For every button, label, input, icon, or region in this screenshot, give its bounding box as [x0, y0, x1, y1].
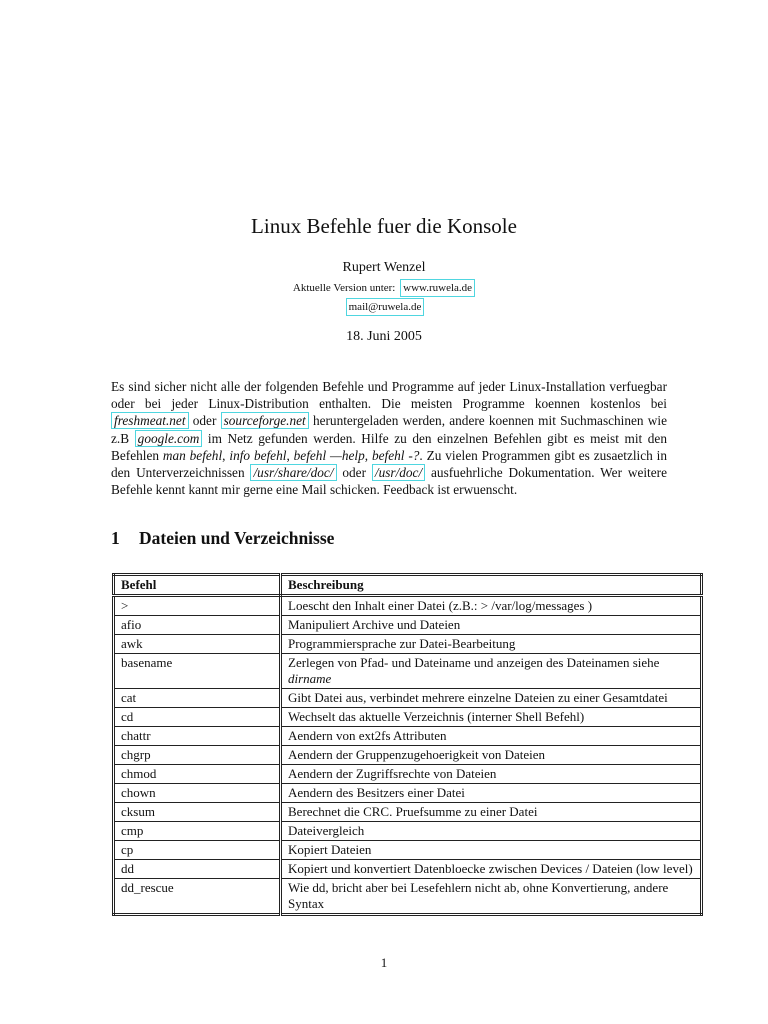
description-cell	[281, 860, 702, 879]
table-row	[114, 689, 702, 708]
abstract-text: Es sind sicher nicht alle der folgenden Befehle und Programme auf jeder Linux-Installation verfuegbar oder bei jeder Linux-Distribution enthalten. Die meisten Programme koennen kostenlos bei	[111, 379, 667, 412]
description-cell	[281, 803, 702, 822]
command-cell: awk	[114, 635, 281, 654]
command-cell: dd_rescue	[114, 879, 281, 915]
description-reference: dirname	[288, 671, 332, 686]
table-row	[114, 596, 702, 616]
description-text: Kopiert Dateien	[288, 842, 372, 857]
command-cell: >	[114, 596, 281, 616]
abstract-text: . Zu vielen Programmen gibt es zusaetzlich in den Unterverzeichnissen	[111, 447, 668, 481]
description-text: Gibt Datei aus, verbindet mehrere einzelne Dateien zu einer Gesamtdatei	[288, 690, 668, 705]
description-cell	[281, 596, 702, 616]
description-cell	[281, 841, 702, 860]
description-cell	[281, 616, 702, 635]
document-date: 18. Juni 2005	[346, 329, 422, 344]
email-link[interactable]: mail@ruwela.de	[346, 298, 425, 316]
command-cell: dd	[114, 860, 281, 879]
table-body	[114, 596, 702, 915]
abstract-text: oder	[336, 465, 372, 481]
table-row	[114, 616, 702, 635]
commands-table	[112, 573, 703, 916]
table-row	[114, 822, 702, 841]
table-row	[114, 635, 702, 654]
table-row	[114, 784, 702, 803]
description-cell	[281, 784, 702, 803]
abstract-text: im Netz gefunden werden. Hilfe zu den einzelnen Befehlen gibt es meist mit den Befehlen	[111, 430, 667, 463]
command-cell: chgrp	[114, 746, 281, 765]
description-text: Dateivergleich	[288, 823, 365, 838]
page-number: 1	[380, 955, 388, 970]
description-text: Aendern der Zugriffsrechte von Dateien	[288, 766, 497, 781]
sourceforge-link[interactable]: sourceforge.net	[221, 412, 309, 429]
description-cell	[281, 635, 702, 654]
abstract-text: heruntergeladen werden, andere koennen mit Suchmaschinen wie z.B	[111, 413, 667, 446]
description-text: Berechnet die CRC. Pruefsumme zu einer Datei	[288, 804, 538, 819]
description-text: Kopiert und konvertiert Datenbloecke zwischen Devices / Dateien (low level)	[288, 861, 693, 876]
usr-doc-link[interactable]: /usr/doc/	[372, 464, 425, 481]
description-cell	[281, 727, 702, 746]
description-text: Manipuliert Archive und Dateien	[288, 617, 461, 632]
email-line	[0, 298, 768, 316]
command-cell: chattr	[114, 727, 281, 746]
command-cell: afio	[114, 616, 281, 635]
section-number: 1	[111, 528, 120, 548]
description-cell	[281, 746, 702, 765]
description-text: Wechselt das aktuelle Verzeichnis (interner Shell Befehl)	[288, 709, 585, 724]
description-text: Programmiersprache zur Datei-Bearbeitung	[288, 636, 516, 651]
command-example: befehl -?	[371, 447, 420, 463]
table-row	[114, 841, 702, 860]
table-row	[114, 765, 702, 784]
author-name: Rupert Wenzel	[342, 260, 426, 275]
description-cell	[281, 689, 702, 708]
description-text: Aendern der Gruppenzugehoerigkeit von Dateien	[288, 747, 546, 762]
table-row	[114, 803, 702, 822]
section-title: Dateien und Verzeichnisse	[139, 528, 335, 548]
abstract-text: oder	[188, 413, 221, 429]
command-cell: basename	[114, 654, 281, 689]
command-example: man befehl	[162, 447, 223, 463]
command-cell: cksum	[114, 803, 281, 822]
abstract-paragraph	[111, 378, 667, 498]
table-row	[114, 708, 702, 727]
document-title: Linux Befehle fuer die Konsole	[251, 214, 517, 238]
command-cell: chmod	[114, 765, 281, 784]
description-text: Aendern von ext2fs Attributen	[288, 728, 447, 743]
table-header-row	[114, 575, 702, 596]
command-cell: chown	[114, 784, 281, 803]
description-cell	[281, 765, 702, 784]
description-cell	[281, 822, 702, 841]
google-link[interactable]: google.com	[135, 430, 203, 447]
command-example: befehl —help	[293, 447, 365, 463]
description-text: Aendern des Besitzers einer Datei	[288, 785, 465, 800]
table-row	[114, 654, 702, 689]
abstract-text: ,	[364, 447, 372, 463]
section-heading	[111, 528, 334, 549]
header-beschreibung: Beschreibung	[281, 575, 702, 596]
header-befehl: Befehl	[114, 575, 281, 596]
description-text: Wie dd, bricht aber bei Lesefehlern nicht ab, ohne Konvertierung, andere Syntax	[288, 880, 669, 911]
command-cell: cd	[114, 708, 281, 727]
version-line	[0, 279, 768, 297]
usr-share-doc-link[interactable]: /usr/share/doc/	[250, 464, 336, 481]
table-row	[114, 746, 702, 765]
description-text: Loescht den Inhalt einer Datei (z.B.: > /var/log/messages )	[288, 598, 593, 613]
description-cell	[281, 654, 702, 689]
description-cell	[281, 708, 702, 727]
description-cell	[281, 879, 702, 915]
command-cell: cmp	[114, 822, 281, 841]
command-example: info befehl	[229, 447, 287, 463]
abstract-text: ,	[286, 447, 294, 463]
command-cell: cat	[114, 689, 281, 708]
table-row	[114, 727, 702, 746]
version-label: Aktuelle Version unter:	[292, 282, 396, 294]
abstract-text: ,	[222, 447, 230, 463]
table-row	[114, 860, 702, 879]
table-row	[114, 879, 702, 915]
abstract-text: ausfuehrliche Dokumentation. Wer weitere Befehle kennt kannt mir gerne eine Mail schicken. Feedback ist erwuenscht.	[111, 465, 667, 498]
version-link[interactable]: www.ruwela.de	[400, 279, 475, 297]
command-cell: cp	[114, 841, 281, 860]
freshmeat-link[interactable]: freshmeat.net	[111, 412, 189, 429]
description-text: Zerlegen von Pfad- und Dateiname und anzeigen des Dateinamen siehe	[288, 655, 660, 670]
